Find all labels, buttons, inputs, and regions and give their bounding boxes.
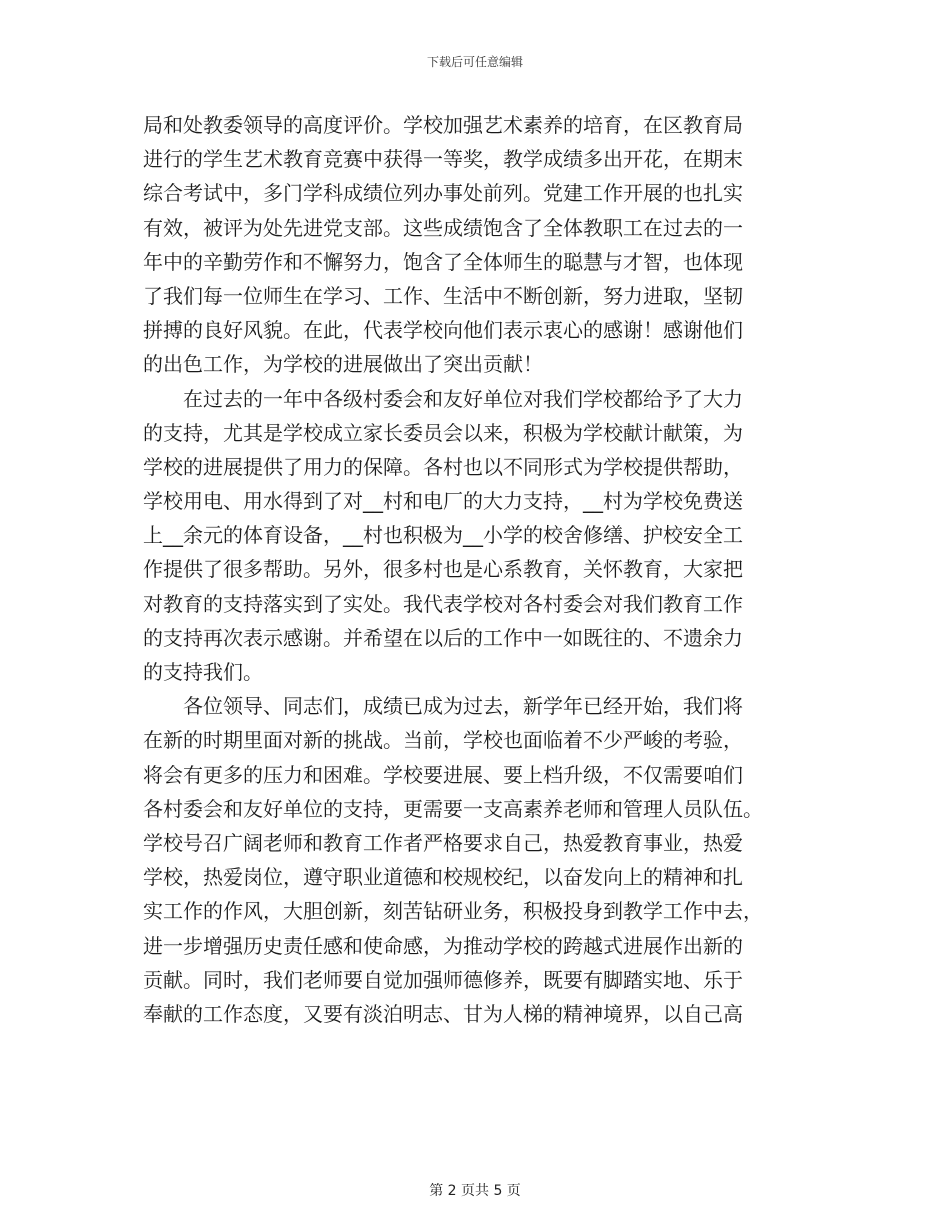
text-line: 学校，热爱岗位，遵守职业道德和校规校纪，以奋发向上的精神和扎 <box>143 865 743 890</box>
text-line: 将会有更多的压力和困难。学校要进展、要上档升级，不仅需要咱们 <box>143 762 743 787</box>
text-line: 实工作的作风，大胆创新，刻苦钻研业务，积极投身到教学工作中去， <box>143 899 763 924</box>
page-header <box>0 54 950 70</box>
header-note: 下载后可任意编辑 <box>426 55 523 69</box>
document-body <box>143 108 805 1031</box>
text-line: 拼搏的良好风貌。在此，代表学校向他们表示衷心的感谢！感谢他们 <box>143 318 743 343</box>
text-line: 的支持，尤其是学校成立家长委员会以来，积极为学校献计献策，为 <box>143 420 743 445</box>
text-line: 贡献。同时，我们老师要自觉加强师德修养，既要有脚踏实地、乐于 <box>143 967 743 992</box>
text-line: 对教育的支持落实到了实处。我代表学校对各村委会对我们教育工作 <box>143 591 743 616</box>
text-line: 的支持再次表示感谢。并希望在以后的工作中一如既往的、不遗余力 <box>143 625 743 650</box>
text-line: 有效，被评为处先进党支部。这些成绩饱含了全体教职工在过去的一 <box>143 215 743 240</box>
text-line: 学校的进展提供了用力的保障。各村也以不同形式为学校提供帮助， <box>143 454 743 479</box>
paragraph-1 <box>143 108 805 382</box>
text-line: 奉献的工作态度，又要有淡泊明志、甘为人梯的精神境界，以自己高 <box>143 1001 743 1026</box>
text-line: 局和处教委领导的高度评价。学校加强艺术素养的培育，在区教育局 <box>143 113 743 137</box>
text-line: 综合考试中，多门学科成绩位列办事处前列。党建工作开展的也扎实 <box>143 181 743 206</box>
text-line: 在过去的一年中各级村委会和友好单位对我们学校都给予了大力 <box>143 386 743 411</box>
text-line: 进行的学生艺术教育竞赛中获得一等奖，教学成绩多出开花，在期末 <box>143 147 743 172</box>
text-line: 了我们每一位师生在学习、工作、生活中不断创新，努力进取，坚韧 <box>143 283 743 308</box>
text-line: 上__余元的体育设备，__村也积极为__小学的校舍修缮、护校安全工 <box>143 523 743 548</box>
text-line: 学校号召广阔老师和教育工作者严格要求自己，热爱教育事业，热爱 <box>143 830 743 855</box>
paragraph-2 <box>143 382 805 690</box>
page-number: 第 2 页共 5 页 <box>429 1183 521 1199</box>
paragraph-3 <box>143 689 805 1031</box>
text-line: 的支持我们。 <box>143 660 263 684</box>
text-line: 各村委会和友好单位的支持，更需要一支高素养老师和管理人员队伍。 <box>143 796 763 821</box>
text-line: 学校用电、用水得到了对__村和电厂的大力支持，__村为学校免费送 <box>143 489 743 514</box>
text-line: 年中的辛勤劳作和不懈努力，饱含了全体师生的聪慧与才智，也体现 <box>143 249 743 274</box>
page-footer <box>0 1182 950 1200</box>
text-line: 进一步增强历史责任感和使命感，为推动学校的跨越式进展作出新的 <box>143 933 743 958</box>
text-line: 各位领导、同志们，成绩已成为过去，新学年已经开始，我们将 <box>143 694 743 719</box>
text-line: 作提供了很多帮助。另外，很多村也是心系教育，关怀教育，大家把 <box>143 557 743 582</box>
text-line: 在新的时期里面对新的挑战。当前，学校也面临着不少严峻的考验， <box>143 728 743 753</box>
text-line: 的出色工作，为学校的进展做出了突出贡献！ <box>143 352 543 377</box>
